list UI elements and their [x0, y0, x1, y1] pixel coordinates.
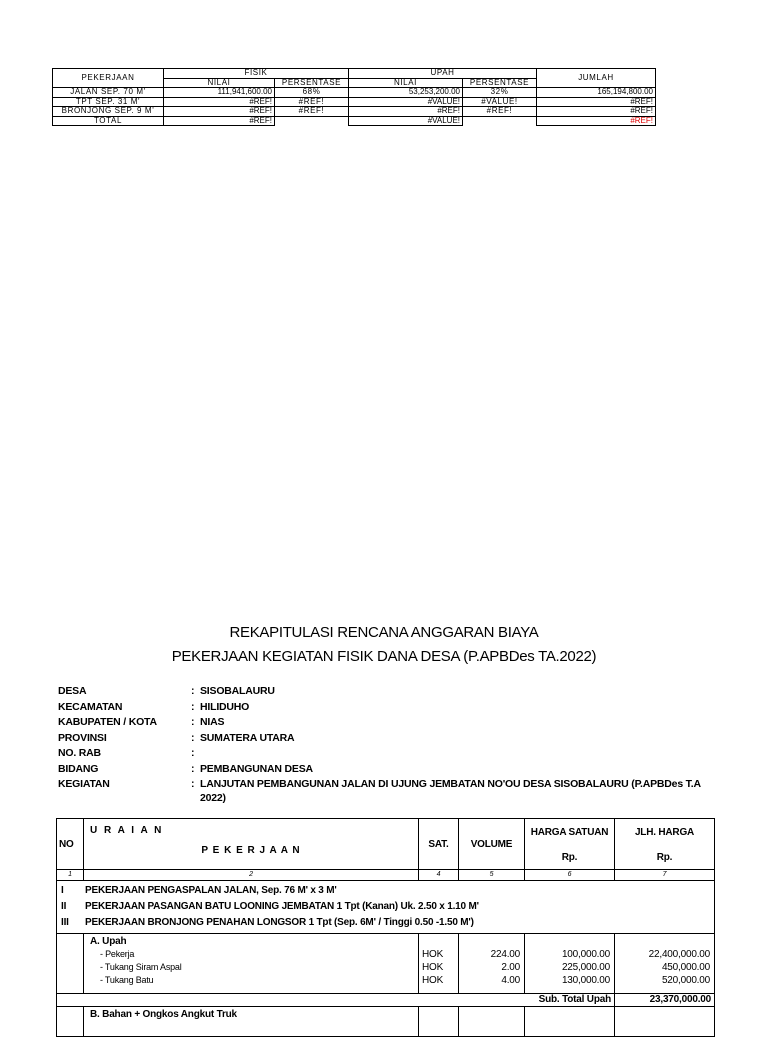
rab-item-jumlah: 450,000.00 — [661, 962, 710, 973]
rab-section-text: PEKERJAAN BRONJONG PENAHAN LONGSOR 1 Tpt (Sep. 6M' / Tinggi 0.50 -1.50 M') — [85, 917, 474, 928]
summary-cell-fisik-nilai: #REF! — [164, 97, 275, 107]
summary-cell-jumlah: 165,194,800.00 — [537, 88, 656, 98]
summary-cell-fisik-pct: #REF! — [275, 97, 349, 107]
info-row-kegiatan: KEGIATAN : LANJUTAN PEMBANGUNAN JALAN DI UJUNG JEMBATAN NO'OU DESA SISOBALAURU (P.APBDes T.A 2022) — [58, 777, 718, 805]
summary-header-jumlah: JUMLAH — [537, 69, 656, 88]
summary-cell-fisik-pct: 68% — [275, 88, 349, 98]
summary-cell-pekerjaan: BRONJONG SEP. 9 M' — [53, 107, 164, 117]
rab-header-volume: VOLUME — [459, 819, 525, 870]
summary-header-fisik-nilai: NILAI — [164, 78, 275, 88]
rab-harga-col — [525, 934, 615, 994]
summary-header-upah-persentase: PERSENTASE — [463, 78, 537, 88]
info-value: HILIDUHO — [200, 700, 250, 713]
rab-header-sat: SAT. — [419, 819, 459, 870]
summary-row — [53, 107, 656, 117]
summary-header-upah-nilai: NILAI — [349, 78, 463, 88]
rab-index-cell: 1 — [57, 870, 84, 881]
rab-section-text: PEKERJAAN PASANGAN BATU LOONING JEMBATAN 1 Tpt (Kanan) Uk. 2.50 x 1.10 M' — [85, 901, 479, 912]
project-info — [58, 684, 718, 805]
rab-section-block — [57, 881, 715, 934]
info-value: PEMBANGUNAN DESA — [200, 762, 313, 775]
summary-header-fisik-persentase: PERSENTASE — [275, 78, 349, 88]
rab-subtotal-row — [57, 994, 715, 1007]
rab-item-volume: 2.00 — [501, 962, 520, 973]
rab-header-pekerjaan-label: P E K E R J A A N — [201, 845, 301, 856]
info-value: SISOBALAURU — [200, 685, 275, 697]
rab-index-cell: 6 — [525, 870, 615, 881]
rab-item-jumlah: 520,000.00 — [661, 975, 710, 986]
rab-item-volume: 224.00 — [490, 949, 520, 960]
summary-cell-pekerjaan: TPT SEP. 31 M' — [53, 97, 164, 107]
rab-item-name: - Pekerja — [100, 949, 135, 959]
summary-total-fisik: #REF! — [164, 116, 275, 126]
rab-index-cell: 4 — [419, 870, 459, 881]
rab-cell-empty — [525, 1007, 615, 1037]
rab-jumlah-col — [615, 934, 715, 994]
summary-cell-fisik-nilai: 111,941,600.00 — [164, 88, 275, 98]
summary-cell-jumlah: #REF! — [537, 97, 656, 107]
summary-total-gap — [463, 116, 537, 126]
rab-group-a-block — [57, 934, 715, 994]
rab-cell-empty — [615, 1007, 715, 1037]
summary-table — [52, 68, 656, 126]
rab-group-b-block — [57, 1007, 715, 1037]
summary-cell-upah-nilai: #VALUE! — [349, 97, 463, 107]
info-key: BIDANG — [58, 762, 99, 775]
summary-cell-fisik-nilai: #REF! — [164, 107, 275, 117]
info-key: KECAMATAN — [58, 700, 123, 713]
summary-cell-upah-pct: 32% — [463, 88, 537, 98]
rab-item-harga: 225,000.00 — [561, 962, 610, 973]
rab-item-sat: HOK — [422, 975, 444, 986]
rab-header-harga-satuan-unit: Rp. — [561, 852, 578, 863]
summary-cell-jumlah: #REF! — [537, 107, 656, 117]
rab-section-row — [61, 915, 710, 931]
rab-volume-col — [459, 934, 525, 994]
summary-row — [53, 97, 656, 107]
rab-index-cell: 2 — [84, 870, 419, 881]
summary-header-fisik: FISIK — [164, 69, 349, 79]
summary-total-row — [53, 116, 656, 126]
summary-total-label: TOTAL — [53, 116, 164, 126]
rab-header-uraian — [84, 819, 419, 870]
rab-section-text: PEKERJAAN PENGASPALAN JALAN, Sep. 76 M' x 3 M' — [85, 885, 337, 896]
rab-cell-empty — [419, 1007, 459, 1037]
rab-item-sat: HOK — [422, 962, 444, 973]
rab-item-harga: 130,000.00 — [561, 975, 610, 986]
rab-item-harga: 100,000.00 — [561, 949, 610, 960]
info-key: KEGIATAN — [58, 778, 110, 790]
summary-cell-fisik-pct: #REF! — [275, 107, 349, 117]
summary-total-upah: #VALUE! — [349, 116, 463, 126]
info-row-kabupaten: KABUPATEN / KOTA : NIAS — [58, 715, 718, 731]
info-row-kecamatan: KECAMATAN : HILIDUHO — [58, 700, 718, 716]
summary-cell-upah-nilai: #REF! — [349, 107, 463, 117]
rab-item-sat: HOK — [422, 949, 444, 960]
rab-group-label: B. Bahan + Ongkos Angkut Truk — [84, 1007, 419, 1037]
rab-cell-empty — [459, 1007, 525, 1037]
info-key: PROVINSI — [58, 731, 107, 744]
info-key: NO. RAB — [58, 747, 101, 759]
rab-header-jlh-harga-label: JLH. HARGA — [634, 827, 695, 838]
rab-subtotal-label: Sub. Total Upah — [57, 994, 615, 1007]
rab-index-cell: 5 — [459, 870, 525, 881]
rab-group-label: A. Upah — [90, 936, 127, 947]
rab-group-a-items — [84, 934, 419, 994]
rab-cell-no — [57, 934, 84, 994]
summary-cell-upah-nilai: 53,253,200.00 — [349, 88, 463, 98]
summary-header-pekerjaan: PEKERJAAN — [53, 69, 164, 88]
rab-item-name: - Tukang Batu — [100, 975, 154, 985]
summary-cell-upah-pct: #REF! — [463, 107, 537, 117]
rab-header-no: NO — [57, 819, 84, 870]
summary-row — [53, 88, 656, 98]
info-value: SUMATERA UTARA — [200, 731, 295, 744]
info-row-bidang: BIDANG : PEMBANGUNAN DESA — [58, 762, 718, 778]
rab-item-name: - Tukang Siram Aspal — [100, 962, 182, 972]
rab-header-harga-satuan — [525, 819, 615, 870]
rab-section-no: II — [61, 901, 67, 912]
summary-total-gap — [275, 116, 349, 126]
rab-subtotal-value: 23,370,000.00 — [615, 994, 715, 1007]
info-value: NIAS — [200, 716, 225, 728]
summary-total-jumlah: #REF! — [537, 116, 656, 126]
info-value: LANJUTAN PEMBANGUNAN JALAN DI UJUNG JEMBATAN NO'OU DESA SISOBALAURU (P.APBDes T.A 2022) — [200, 778, 701, 804]
info-key: DESA — [58, 685, 87, 697]
rab-sat-col — [419, 934, 459, 994]
rab-header-uraian-label: U R A I A N — [90, 825, 164, 836]
rab-section-row — [61, 883, 710, 899]
summary-cell-upah-pct: #VALUE! — [463, 97, 537, 107]
rab-table — [56, 818, 715, 1037]
summary-header-upah: UPAH — [349, 69, 537, 79]
summary-cell-pekerjaan: JALAN SEP. 70 M' — [53, 88, 164, 98]
rab-item-volume: 4.00 — [501, 975, 520, 986]
rab-index-cell: 7 — [615, 870, 715, 881]
document-title-line1: REKAPITULASI RENCANA ANGGARAN BIAYA — [229, 624, 539, 641]
info-row-desa: DESA : SISOBALAURU — [58, 684, 718, 700]
rab-header-jlh-harga — [615, 819, 715, 870]
info-key: KABUPATEN / KOTA — [58, 716, 157, 728]
rab-header-harga-satuan-label: HARGA SATUAN — [530, 827, 609, 838]
rab-section-no: III — [61, 917, 69, 928]
rab-section-no: I — [61, 885, 64, 896]
rab-header-jlh-harga-unit: Rp. — [656, 852, 673, 863]
rab-index-row — [57, 870, 715, 881]
rab-section-row — [61, 899, 710, 915]
info-row-no-rab: NO. RAB : — [58, 746, 718, 762]
document-title-line2: PEKERJAAN KEGIATAN FISIK DANA DESA (P.APBDes TA.2022) — [171, 648, 597, 665]
rab-item-jumlah: 22,400,000.00 — [648, 949, 710, 960]
rab-cell-no — [57, 1007, 84, 1037]
info-row-provinsi: PROVINSI : SUMATERA UTARA — [58, 731, 718, 747]
